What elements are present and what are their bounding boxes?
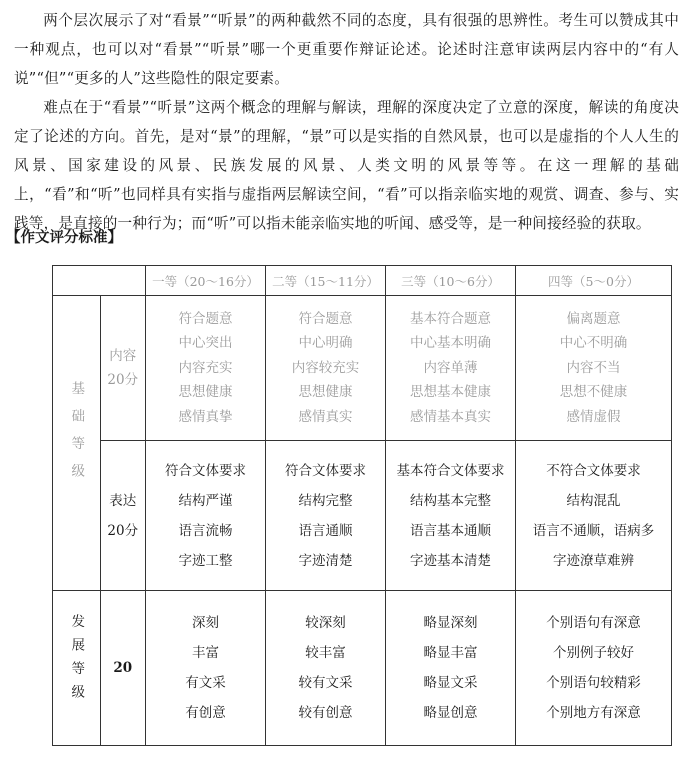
header-grade-2: 二等（15～11分）	[266, 266, 386, 296]
cell-line: 中心不明确	[559, 335, 628, 352]
cell-line: 思想基本健康	[410, 384, 491, 401]
cell-line: 内容较充实	[291, 359, 360, 376]
table-header-row	[53, 266, 672, 296]
cell-line: 个别例子较好	[553, 645, 634, 661]
cell-line: 20分	[107, 522, 139, 539]
cell-line: 个别语句较精彩	[546, 675, 641, 691]
cell-line: 符合题意	[178, 310, 233, 327]
development-score	[100, 591, 146, 746]
cell-line: 表达	[109, 492, 137, 509]
basic-level-label	[53, 296, 101, 591]
cell-line: 发展等级	[68, 614, 85, 708]
cell-line: 语言流畅	[178, 522, 233, 539]
header-grade-4: 四等（5～0分）	[516, 266, 672, 296]
cell-line: 内容充实	[178, 359, 233, 376]
cell-line: 略显丰富	[423, 645, 478, 661]
cell-line: 丰富	[192, 645, 219, 661]
cell-line: 感情真挚	[178, 408, 233, 425]
paragraph-2	[14, 93, 679, 238]
table-row	[53, 296, 672, 441]
header-grade-3: 三等（10～6分）	[386, 266, 516, 296]
cell-line: 结构基本完整	[410, 492, 491, 509]
cell-line: 内容单薄	[423, 359, 478, 376]
cell-line: 较有创意	[298, 705, 353, 721]
cell-line: 思想健康	[178, 384, 233, 401]
content-cell	[386, 296, 516, 441]
cell-line: 略显文采	[423, 675, 478, 691]
content-cell	[266, 296, 386, 441]
cell-line: 符合题意	[298, 310, 353, 327]
cell-line: 感情基本真实	[410, 408, 491, 425]
cell-line: 字迹潦草难辨	[553, 552, 634, 569]
cell-line: 结构严谨	[178, 492, 233, 509]
cell-line: 中心基本明确	[410, 335, 491, 352]
cell-line: 基础等级	[68, 381, 85, 491]
cell-line: 个别语句有深意	[546, 615, 641, 631]
development-cell	[266, 591, 386, 746]
development-level-label	[53, 591, 101, 746]
cell-line: 思想健康	[298, 384, 353, 401]
cell-line: 略显深刻	[423, 615, 478, 631]
cell-line: 内容	[109, 348, 137, 364]
cell-line: 较丰富	[305, 645, 346, 661]
cell-line: 中心突出	[178, 335, 233, 352]
paragraph-1	[14, 6, 679, 93]
table-row	[53, 441, 672, 591]
cell-line: 基本符合题意	[410, 310, 491, 327]
development-cell	[146, 591, 266, 746]
cell-line: 基本符合文体要求	[396, 462, 505, 479]
cell-line: 有文采	[185, 675, 226, 691]
section-heading: 【作文评分标准】	[6, 230, 122, 246]
cell-line: 难点在于“看景”“听景”这两个概念的理解与解读，理解的深度决定了立意的深度，解读的角度决定了论述的方向。首先，是对“景”的理解，“景”可以是实指的自然风景，也可以是虚指的个人人生的风景、国家建设的风景、民族发展的风景、人类文明的风景等等。在这一理解的基础上，“看”和“听”也同样具有实指与虚指两层解读空间，“看”可以指亲临实地的观赏、调查、参与、实践等，是直接的一种行为；而“听”可以指未能亲临实地的听闻、感受等，是一种间接经验的获取。	[14, 99, 679, 232]
cell-line: 个别地方有深意	[546, 705, 641, 721]
cell-line: 符合文体要求	[165, 462, 246, 479]
cell-line: 较有文采	[298, 675, 353, 691]
cell-line: 结构混乱	[566, 492, 621, 509]
cell-line: 中心明确	[298, 335, 353, 352]
cell-line: 感情真实	[298, 408, 353, 425]
cell-line: 不符合文体要求	[546, 462, 641, 479]
cell-line: 字迹基本清楚	[410, 552, 491, 569]
cell-line: 有创意	[185, 705, 226, 721]
expression-cell	[146, 441, 266, 591]
development-cell	[386, 591, 516, 746]
cell-line: 字迹清楚	[298, 552, 353, 569]
cell-line: 偏离题意	[566, 310, 621, 327]
cell-line: 内容不当	[566, 359, 621, 376]
content-label	[100, 296, 146, 441]
cell-line: 略显创意	[423, 705, 478, 721]
expression-cell	[516, 441, 672, 591]
cell-line: 符合文体要求	[285, 462, 366, 479]
cell-line: 20分	[107, 372, 139, 388]
table-row	[53, 591, 672, 746]
cell-line: 结构完整	[298, 492, 353, 509]
cell-line: 语言基本通顺	[410, 522, 491, 539]
scoring-table	[52, 265, 672, 746]
cell-line: 感情虚假	[566, 408, 621, 425]
cell-line: 思想不健康	[559, 384, 628, 401]
cell-line: 语言不通顺，语病多	[532, 522, 655, 539]
cell-line: 深刻	[192, 615, 219, 631]
cell-line: 较深刻	[305, 615, 346, 631]
expression-cell	[266, 441, 386, 591]
cell-line: 字迹工整	[178, 552, 233, 569]
cell-line: 两个层次展示了对“看景”“听景”的两种截然不同的态度，具有很强的思辨性。考生可以赞成其中一种观点，也可以对“看景”“听景”哪一个更重要作辩证论述。论述时注意审读两层内容中的“有人说”“但”“更多的人”这些隐性的限定要素。	[14, 12, 679, 87]
development-cell	[516, 591, 672, 746]
content-cell	[146, 296, 266, 441]
content-cell	[516, 296, 672, 441]
expression-label	[100, 441, 146, 591]
header-grade-1: 一等（20～16分）	[146, 266, 266, 296]
expression-cell	[386, 441, 516, 591]
cell-line: 20	[113, 660, 133, 676]
cell-line: 语言通顺	[298, 522, 353, 539]
